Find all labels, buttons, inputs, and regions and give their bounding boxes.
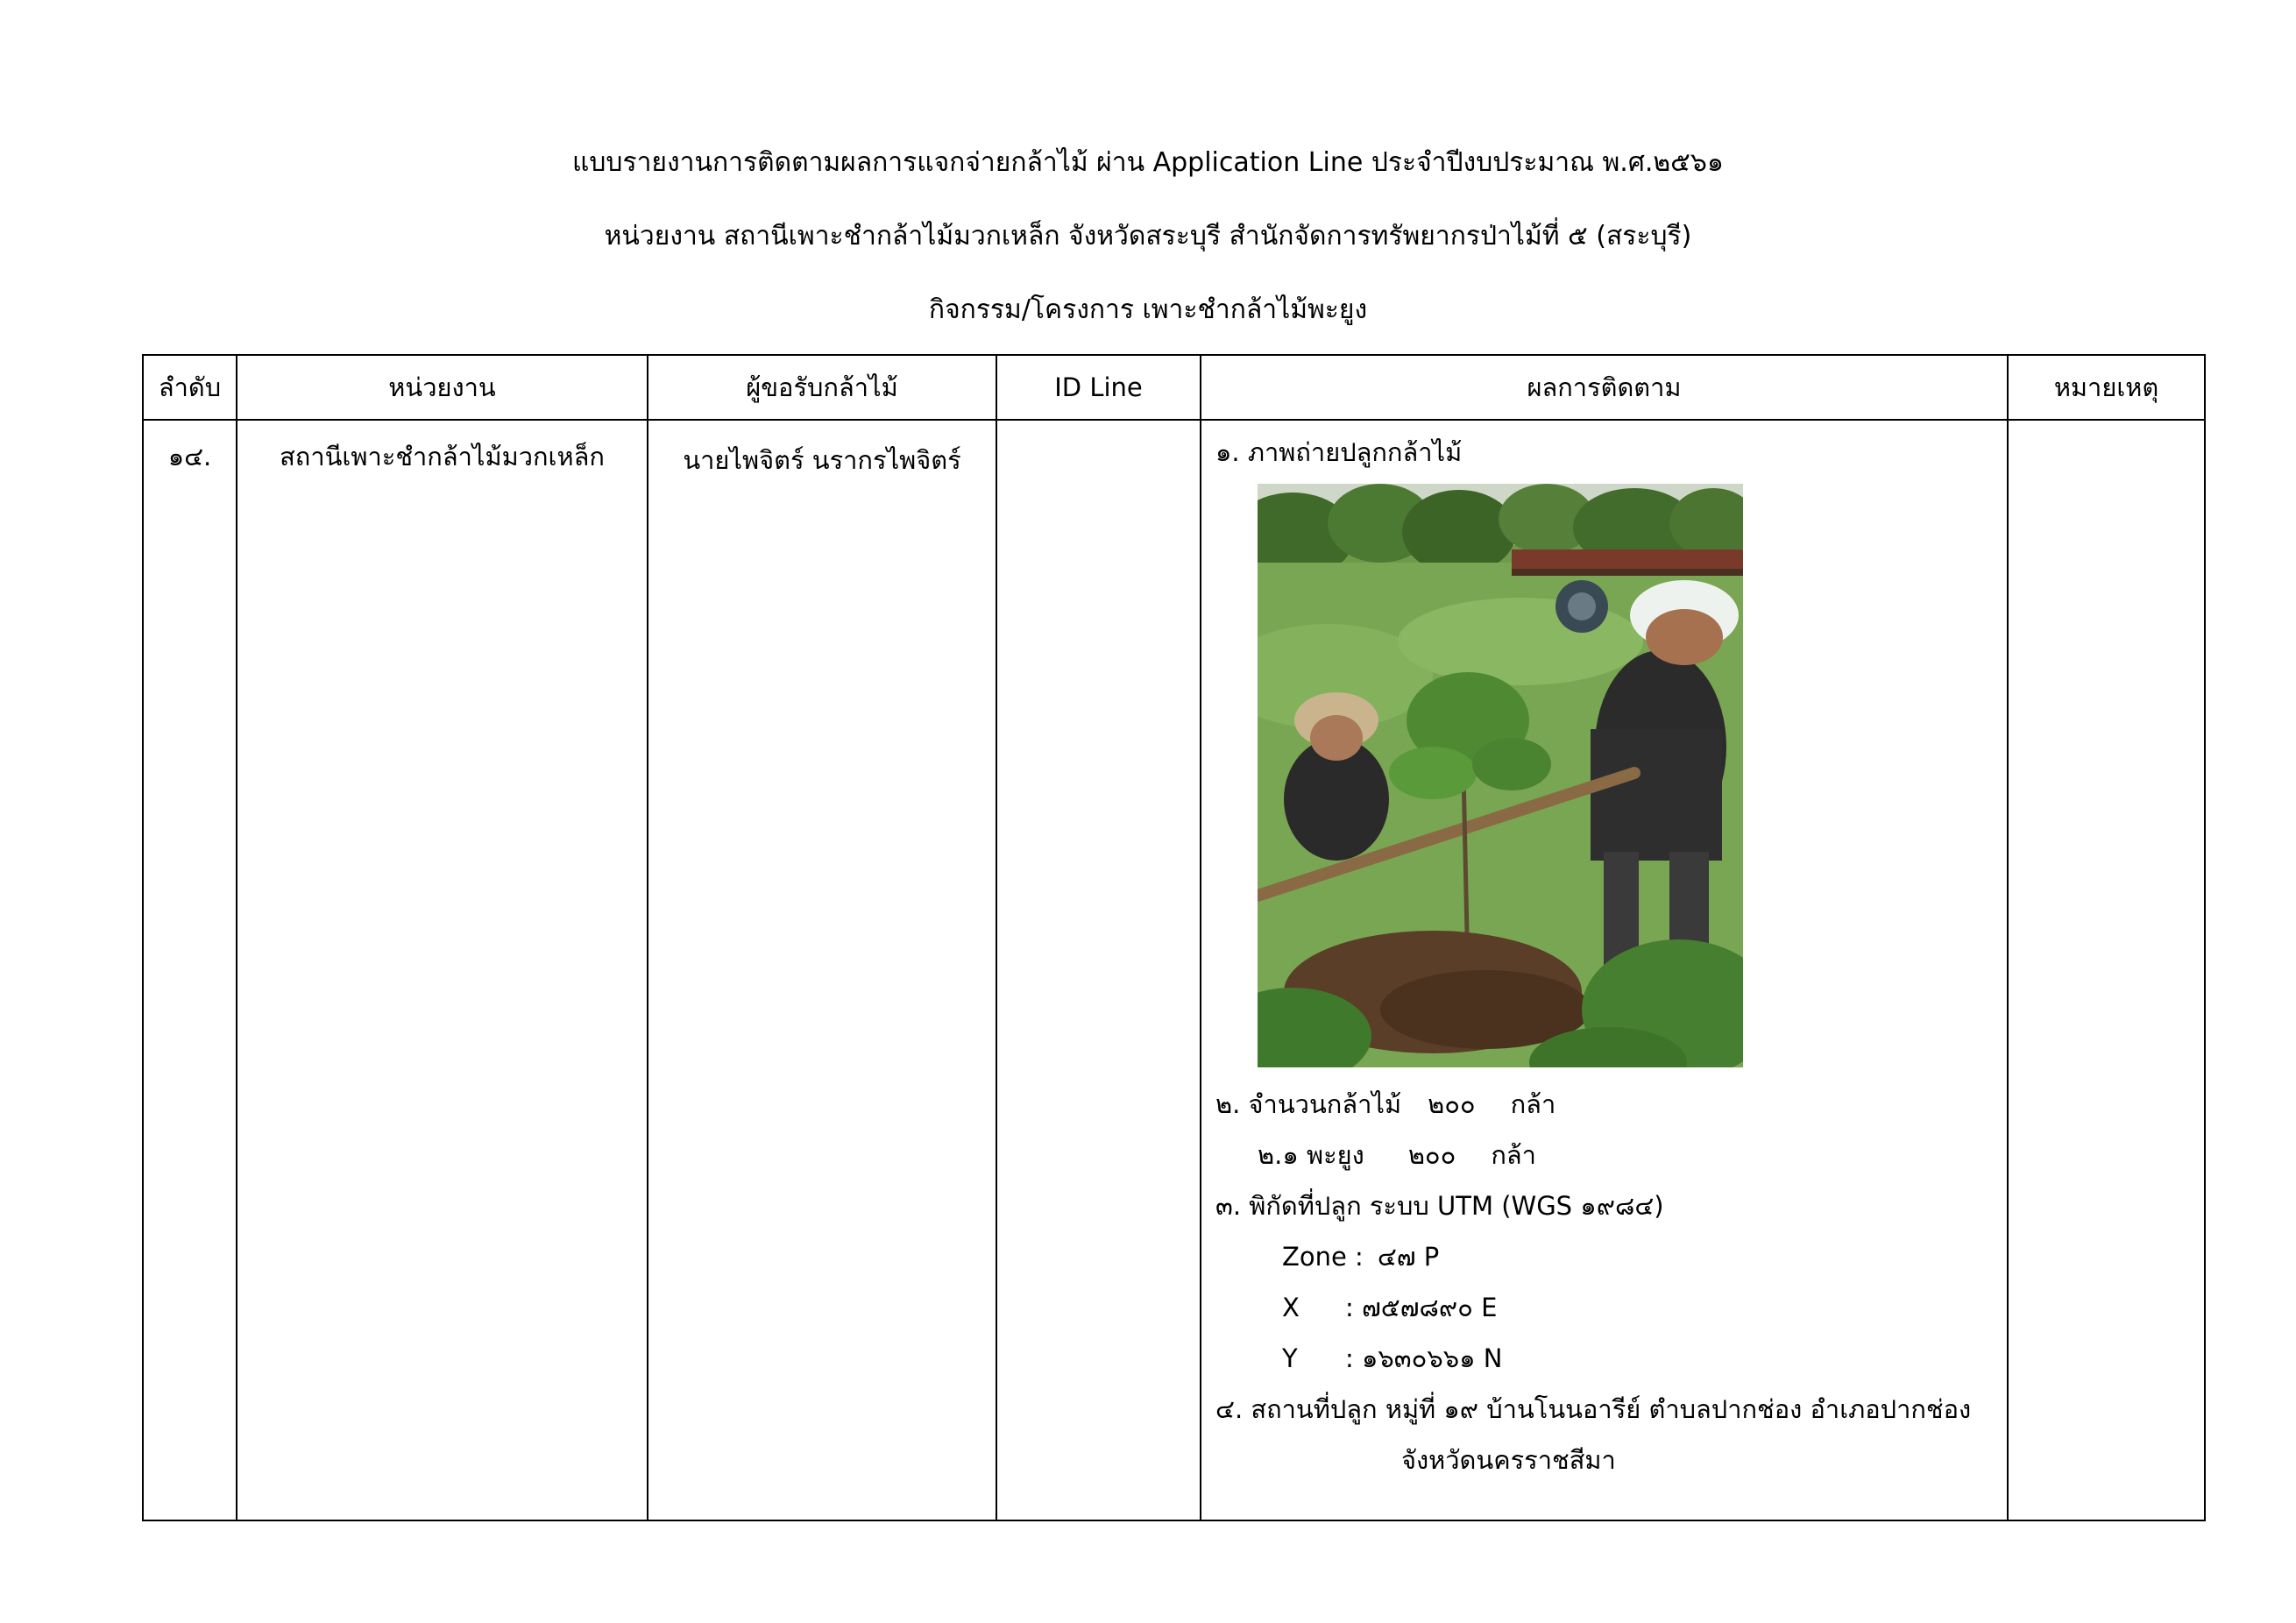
row-recipient: นายไพจิตร์ นรากรไพจิตร์ [683,445,961,475]
cell-note [2008,420,2205,1520]
zone-label: Zone : [1282,1242,1364,1272]
species-line [1258,1138,1536,1173]
column-header-index: ลำดับ [143,355,237,420]
report-title: แบบรายงานการติดตามผลการแจกจ่ายกล้าไม้ ผ่าน Application Line ประจำปีงบประมาณ พ.ศ.๒๕๖๑ [572,147,1724,178]
photo-heading: ๑. ภาพถ่ายปลูกกล้าไม้ [1215,437,1463,467]
count-line [1215,1087,1555,1122]
count-unit: กล้า [1510,1089,1556,1119]
cell-index [143,420,237,1520]
species-label: ๒.๑ พะยูง [1258,1140,1364,1170]
count-label: ๒. จำนวนกล้าไม้ [1215,1089,1402,1119]
column-header-note: หมายเหตุ [2008,355,2205,420]
y-label: Y [1282,1343,1298,1373]
agency-line: หน่วยงาน สถานีเพาะชำกล้าไม้มวกเหล็ก จังหวัดสระบุรี สำนักจัดการทรัพยากรป่าไม้ที่ ๕ (สระบุรี) [604,221,1692,252]
location-line-1: ๔. สถานที่ปลูก หมู่ที่ ๑๙ บ้านโนนอารีย์ ตำบลปากช่อง อำเภอปากช่อง [1215,1394,1972,1424]
row-unit: สถานีเพาะชำกล้าไม้มวกเหล็ก [280,442,605,471]
project-line: กิจกรรม/โครงการ เพาะชำกล้าไม้พะยูง [928,294,1368,325]
report-table [142,354,2206,1521]
zone-line [1282,1239,1439,1274]
x-line [1282,1290,1497,1325]
tree-planting-photo [1258,484,1743,1067]
column-header-id-line: ID Line [996,355,1201,420]
zone-value: ๔๗ P [1377,1242,1440,1272]
cell-unit [237,420,648,1520]
column-header-result: ผลการติดตาม [1201,355,2008,420]
row-index: ๑๔. [167,442,212,471]
count-value: ๒๐๐ [1428,1089,1476,1119]
column-header-unit: หน่วยงาน [237,355,648,420]
species-unit: กล้า [1491,1140,1536,1170]
table-row [143,420,2205,1520]
y-value: : ๑๖๓๐๖๖๑ N [1345,1343,1503,1373]
cell-result [1201,420,2008,1520]
cell-id-line [996,420,1201,1520]
column-header-recipient: ผู้ขอรับกล้าไม้ [648,355,996,420]
x-label: X [1282,1293,1300,1322]
row-note [2009,421,2204,436]
row-id-line [997,421,1200,436]
species-value: ๒๐๐ [1407,1140,1456,1170]
x-value: : ๗๕๗๘๙๐ E [1345,1293,1498,1322]
table-header-row [143,355,2205,420]
location-line-2: จังหวัดนครราชสีมา [1401,1445,1616,1475]
cell-recipient [648,420,996,1520]
coord-heading: ๓. พิกัดที่ปลูก ระบบ UTM (WGS ๑๙๘๔) [1215,1191,1664,1221]
y-line [1282,1341,1502,1376]
